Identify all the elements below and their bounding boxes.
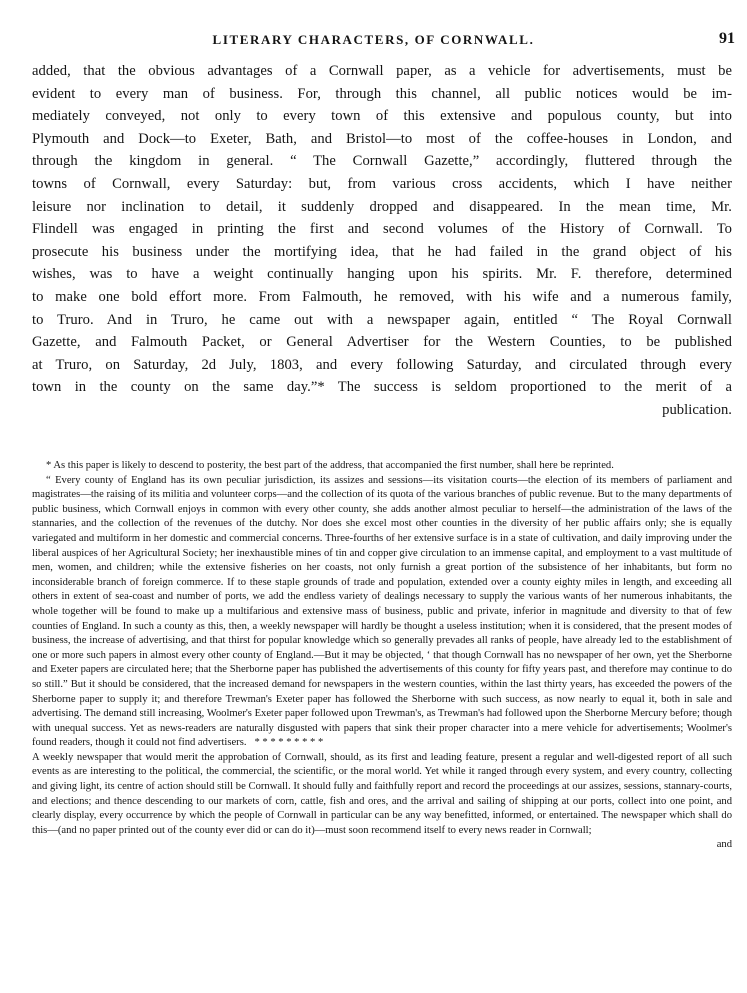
main-text-line: Flindell was engaged in printing the first and second volumes of the History of Cornwall. To	[32, 221, 732, 238]
main-text-line: at Truro, on Saturday, 2d July, 1803, and every following Saturday, and circulated through every	[32, 356, 732, 373]
asterisk-ornament: * * * * * * * * *	[254, 737, 324, 749]
main-text-line: publication.	[662, 401, 732, 418]
main-text-line: Gazette, and Falmouth Packet, or General Advertiser for the Western Counties, to be published	[32, 334, 732, 351]
footnote-address-text: A weekly newspaper that would merit the approbation of Cornwall, should, as its first and leading feature, present a regular and well-digested report of all such events as are interesting to the political, the commercial, the scientific, or the moral world. Yet while it ranged through every system, and every country, collecting and giving light, its centre of action should still be Cornwall. It should fully and faithfully report and record the proceedings at our assizes, sessions, stannary-courts, and elections; and thence descending to our markets of corn, cattle, fish and ores, and the arrival and sailing of shipping at our ports, collect into one point, and clearly display, every occurrence by which the people of Cornwall in particular can be any way benefitted, informed, or entertained. The newspaper which shall do this—(and no paper printed out of the county ever did or can do it)—must soon recommend itself to every news reader in Cornwall;	[32, 751, 732, 836]
main-text-line: evident to every man of business. For, through this channel, all public notices would be im-	[32, 85, 732, 102]
main-text-line: leisure nor inclination to detail, it suddenly dropped and disappeared. In the mean time, Mr.	[32, 198, 732, 215]
main-text-line: prosecute his business under the mortifying idea, that he had failed in the grand object of his	[32, 243, 732, 260]
main-text-line: wishes, was to have a weight continually hanging upon his spirits. Mr. F. therefore, determined	[32, 266, 732, 283]
footnotes	[32, 459, 732, 853]
running-title: LITERARY CHARACTERS, OF CORNWALL.	[212, 32, 535, 47]
main-text-line: mediately conveyed, not only to every town of this extensive and populous county, but into	[32, 108, 732, 125]
main-text	[32, 60, 732, 422]
main-text-line: Plymouth and Dock—to Exeter, Bath, and Bristol—to most of the coffee-houses in London, and	[32, 130, 732, 147]
page-number: 91	[719, 30, 735, 47]
main-text-line: towns of Cornwall, every Saturday: but, from various cross accidents, which I have neither	[32, 175, 732, 192]
main-text-line: town in the county on the same day.”* The success is seldom proportioned to the merit of a	[32, 379, 732, 396]
main-text-line: to Truro. And in Truro, he came out with a newspaper again, entitled “ The Royal Cornwall	[32, 311, 732, 328]
footnote-intro: * As this paper is likely to descend to posterity, the best part of the address, that accompanied the first number, shall here be reprinted.	[46, 460, 614, 471]
footnote-address-text: “ Every county of England has its own peculiar jurisdiction, its assizes and sessions—its visitation courts—the election of its members of parliament and magistrates—the raising of its militia and volunteer corps—and the collection of its quota of the various branches of public revenue. But to the many departments of public business, which Cornwall enjoys in common with every other county, she adds another almost peculiar to herself—the administration of the laws of the stannaries, and the collection of the revenues of the dutchy. Nor does she excel most other counties in the diversity of her public affairs only; she is equally variegated and multiform in her domestic and commercial concerns. Three-fourths of her extensive surface is in a state of cultivation, and daily improving under the liberal auspices of her Agricultural Society; her inexhaustible mines of tin and copper give circulation to an immense capital, and employment to a vast multitude of men, women, and children; while the extensive fisheries on her coasts, not only furnish a great portion of the subsistence of her inhabitants, but form no inconsiderable branch of foreign commerce. If to these staple grounds of trade and population, extended over a county eighty miles in length, and exceeding all others in extent of sea-coast and number of ports, we add the endless variety of dealings necessary to supply the various wants of her numerous inhabitants, the whole together will be found to make up a multifarious and extensive mass of business, public and private, inferior in magnitude and diversity to that of few counties of England. In such a county as this, then, a weekly newspaper will hardly be thought a useless institution; when it is considered, that the present modes of business, the increase of advertising, and that thirst for popular knowledge which so generally prevades all ranks of people, have already led to the establishment of one or more such papers in almost every other county of England.—But it may be objected, ‘ that though Cornwall has no newspaper of her own, yet the Sherborne and Exeter papers are circulated here; that the Sherborne paper has published the advertisements of this county for fifty years past, and therefore may continue to do so still.” But it should be considered, that the increased demand for newspapers in the western counties, within the last thirty years, has exceeded the powers of the Sherborne paper to supply it; and therefore Trewman's Exeter paper has followed the Sherborne with such success, as now nearly to equal it, both in sale and advertising. The demand still increasing, Woolmer's Exeter paper followed upon Trewman's, as Trewman's had followed upon the Sherborne Mercury before; though with unequal success. Yet as news-readers are naturally disgusted with papers that sink their proper character into a mere vehicle for advertisements; Woolmer's found readers, though it could not find advertisers.	[32, 474, 732, 749]
footnote-address-paragraph	[32, 474, 732, 751]
main-text-line: added, that the obvious advantages of a Cornwall paper, as a vehicle for advertisements, must be	[32, 63, 732, 79]
main-text-line: to make one bold effort more. From Falmouth, he removed, with his wife and a numerous family,	[32, 288, 732, 305]
main-text-line: through the kingdom in general. “ The Cornwall Gazette,” accordingly, fluttered through the	[32, 153, 732, 170]
footnote-catchword: and	[716, 839, 732, 851]
footnote-address-paragraph	[32, 751, 732, 853]
